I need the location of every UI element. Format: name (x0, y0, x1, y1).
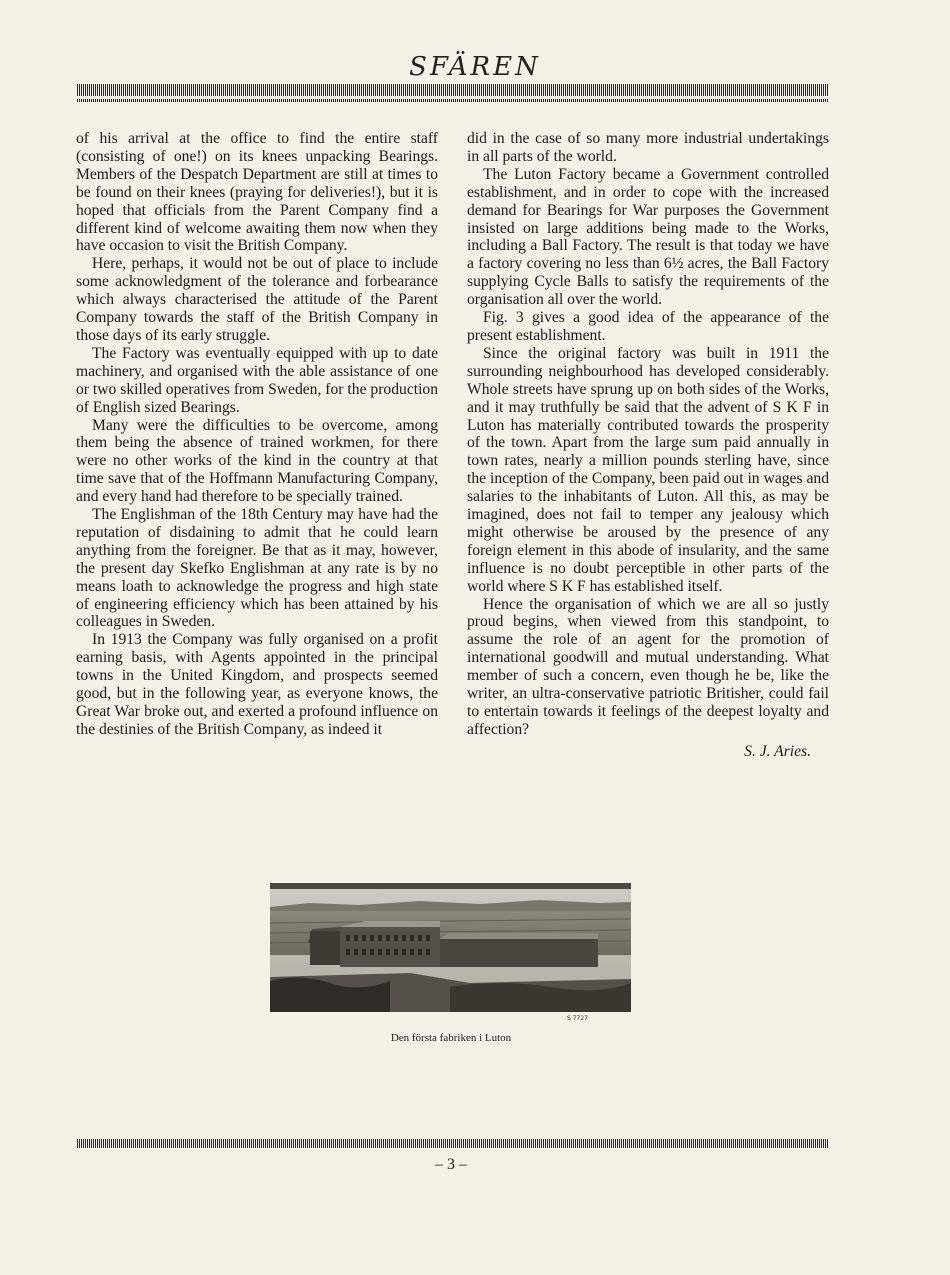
paragraph: Hence the organisation of which we are all so justly proud begins, when viewed from this standpoint, to assume the role of an agent for the promotion of international goodwill and mutual understanding. What member of such a concern, even though he be, like the writer, an ultra-conservative patriotic Britisher, could fail to entertain towards it feelings of the deepest loyalty and affection? (467, 595, 829, 738)
paragraph: Many were the difficulties to be overcome, among them being the absence of trained workmen, for there were no other works of the kind in the country at that time save that of the Hoffmann Manufacturing Company, and every hand had therefore to be specially trained. (76, 416, 438, 506)
author-signature: S. J. Aries. (744, 742, 811, 760)
factory-photo (270, 883, 631, 1012)
paragraph: The Factory was eventually equipped with up to date machinery, and organised with the able assistance of one or two skilled operatives from Sweden, for the production of English sized Bearings. (76, 344, 438, 416)
paragraph: did in the case of so many more industrial undertakings in all parts of the world. (467, 130, 829, 165)
article-right-column (467, 130, 829, 761)
header-rule-thin (77, 99, 829, 102)
paragraph: Fig. 3 gives a good idea of the appearance of the present establishment. (467, 309, 829, 344)
photo-reference-code: S 7727 (567, 1015, 588, 1022)
page-number: – 3 – (435, 1156, 467, 1173)
footer-rule (77, 1139, 829, 1148)
paragraph: Here, perhaps, it would not be out of place to include some acknowledgment of the tolerance and forbearance which always characterised the attitude of the Parent Company towards the staff of the British Company in those days of its early struggle. (76, 255, 438, 344)
paragraph: In 1913 the Company was fully organised on a profit earning basis, with Agents appointed in the principal towns in the United Kingdom, and prospects seemed good, but in the following year, as everyone knows, the Great War broke out, and exerted a profound influence on the destinies of the British Company, as indeed it (76, 631, 438, 738)
paragraph: The Luton Factory became a Government controlled establishment, and in order to cope with the increased demand for Bearings for War purposes the Government insisted on large additions being made to the Works, including a Ball Factory. The result is that today we have a factory covering no less than 6½ acres, the Ball Factory supplying Cycle Balls to satisfy the requirements of the organisation all over the world. (467, 165, 829, 309)
header-rule (77, 84, 829, 96)
article-left-column (76, 130, 438, 739)
paragraph: The Englishman of the 18th Century may have had the reputation of disdaining to admit that he could learn anything from the foreigner. Be that as it may, however, the present day Skefko Englishman at any rate is by no means loath to acknowledge the progress and high state of engineering efficiency which has been attained by his colleagues in Sweden. (76, 506, 438, 631)
photo-caption: Den första fabriken i Luton (390, 1032, 512, 1044)
paragraph: Since the original factory was built in 1911 the surrounding neighbourhood has developed considerably. Whole streets have sprung up on both sides of the Works, and it may truthfully be said that the advent of S K F in Luton has materially contributed towards the prosperity of the town. Apart from the large sum paid annually in town rates, nearly a million pounds sterling have, since the inception of the Company, been paid out in wages and salaries to the inhabitants of Luton. All this, as may be imagined, does not fail to temper any jealousy which might otherwise be aroused by the presence of any foreign element in this abode of insularity, and the same influence is no doubt perceptible in other parts of the world where S K F has established itself. (467, 344, 829, 595)
factory-photo-image (270, 883, 631, 1012)
paragraph: of his arrival at the office to find the entire staff (consisting of one!) on its knees unpacking Bearings. Members of the Despatch Department are still at times to be found on their knees (praying for deliveries!), but it is hoped that officials from the Parent Company find a different kind of welcome awaiting them now when they have occasion to visit the British Company. (76, 130, 438, 255)
magazine-title: SFÄREN (409, 52, 541, 82)
